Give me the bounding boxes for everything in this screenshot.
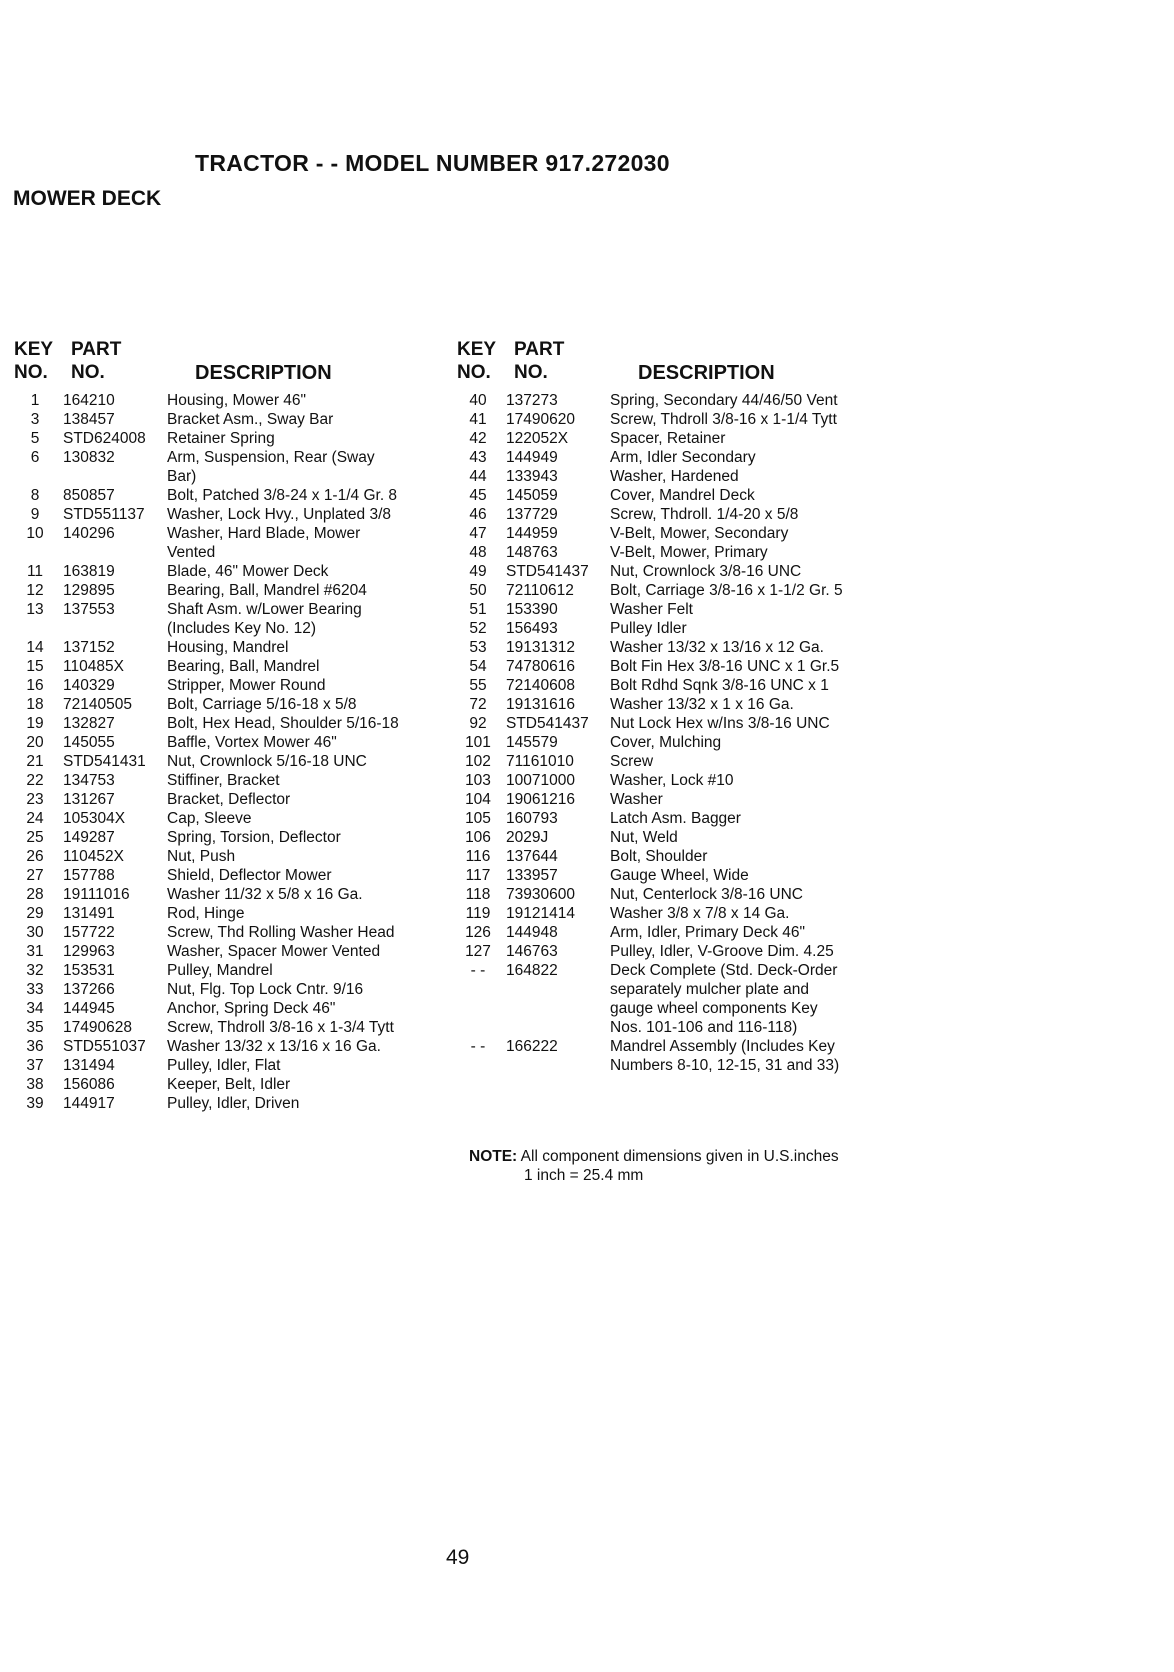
part-description: Anchor, Spring Deck 46" <box>167 1000 336 1017</box>
part-number: 156086 <box>63 1076 115 1093</box>
part-row <box>13 942 427 961</box>
part-description: Baffle, Vortex Mower 46" <box>167 734 337 751</box>
part-number: 145059 <box>506 487 558 504</box>
part-description: Washer, Hardened <box>610 468 739 485</box>
part-number: 144948 <box>506 924 558 941</box>
part-row <box>456 448 875 467</box>
header-description-label: DESCRIPTION <box>195 362 332 384</box>
part-number: 144945 <box>63 1000 115 1017</box>
part-description: Washer 13/32 x 13/16 x 16 Ga. <box>167 1038 381 1055</box>
part-number: 19131312 <box>506 639 575 656</box>
part-number: 110485X <box>63 658 124 675</box>
part-number: 137266 <box>63 981 115 998</box>
part-description: V-Belt, Mower, Primary <box>610 544 768 561</box>
key-number: 40 <box>469 392 487 409</box>
key-number: 5 <box>30 430 40 447</box>
key-number: 52 <box>469 620 487 637</box>
part-row <box>456 733 875 752</box>
part-row <box>13 600 427 638</box>
part-description: Screw, Thdroll 3/8-16 x 1-1/4 Tytt <box>610 411 837 428</box>
part-number: 137152 <box>63 639 115 656</box>
part-number: 145055 <box>63 734 115 751</box>
part-row <box>13 714 427 733</box>
key-number: 28 <box>26 886 44 903</box>
part-row <box>456 695 875 714</box>
part-number: 138457 <box>63 411 115 428</box>
part-row <box>13 676 427 695</box>
part-row <box>13 562 427 581</box>
part-description: Washer 13/32 x 1 x 16 Ga. <box>610 696 794 713</box>
part-description: Bracket, Deflector <box>167 791 291 808</box>
key-number: 50 <box>469 582 487 599</box>
header-no-label: NO. <box>71 362 105 383</box>
part-row <box>456 942 875 961</box>
part-number: 72140608 <box>506 677 575 694</box>
part-row <box>13 809 427 828</box>
part-description: Shaft Asm. w/Lower Bearing (Includes Key No. 12) <box>167 601 362 637</box>
key-number: 31 <box>26 943 44 960</box>
part-description: Rod, Hinge <box>167 905 245 922</box>
header-key-label: KEY <box>14 339 54 360</box>
part-description: Mandrel Assembly (Includes Key Numbers 8-10, 12-15, 31 and 33) <box>610 1038 840 1074</box>
part-number: 131494 <box>63 1057 115 1074</box>
key-number: 11 <box>26 563 44 580</box>
part-number: 110452X <box>63 848 124 865</box>
key-number: 45 <box>469 487 487 504</box>
part-description: Pulley, Idler, Flat <box>167 1057 281 1074</box>
part-description: Washer <box>610 791 663 808</box>
part-number: 164822 <box>506 962 558 979</box>
key-number: 72 <box>469 696 487 713</box>
part-row <box>456 619 875 638</box>
part-number: 10071000 <box>506 772 575 789</box>
part-row <box>456 1037 875 1075</box>
part-row <box>13 448 427 486</box>
key-number: 21 <box>26 753 44 770</box>
part-row <box>13 828 427 847</box>
part-row <box>13 1075 427 1094</box>
part-number: 129895 <box>63 582 115 599</box>
part-row <box>456 885 875 904</box>
part-description: Cap, Sleeve <box>167 810 252 827</box>
part-description: Pulley, Mandrel <box>167 962 273 979</box>
part-number: STD624008 <box>63 430 146 447</box>
part-number: 129963 <box>63 943 115 960</box>
part-row <box>456 866 875 885</box>
part-number: 74780616 <box>506 658 575 675</box>
part-row <box>456 429 875 448</box>
part-number: STD551137 <box>63 506 145 523</box>
key-number: 44 <box>469 468 487 485</box>
part-description: Spring, Torsion, Deflector <box>167 829 341 846</box>
part-number: 148763 <box>506 544 558 561</box>
key-number: 34 <box>26 1000 44 1017</box>
part-description: Nut, Push <box>167 848 236 865</box>
part-description: Housing, Mandrel <box>167 639 289 656</box>
part-description: Arm, Idler, Primary Deck 46" <box>610 924 805 941</box>
part-row <box>456 638 875 657</box>
part-row <box>456 752 875 771</box>
key-number: 14 <box>26 639 44 656</box>
part-row <box>456 809 875 828</box>
part-description: Washer 13/32 x 13/16 x 12 Ga. <box>610 639 824 656</box>
part-row <box>13 999 427 1018</box>
part-description: Latch Asm. Bagger <box>610 810 741 827</box>
key-number: 43 <box>469 449 487 466</box>
part-row <box>456 467 875 486</box>
part-description: Gauge Wheel, Wide <box>610 867 749 884</box>
part-description: Bolt, Hex Head, Shoulder 5/16-18 <box>167 715 399 732</box>
part-row <box>13 790 427 809</box>
section-title: MOWER DECK <box>13 187 162 210</box>
part-row <box>456 904 875 923</box>
parts-list-left <box>13 391 427 1113</box>
part-row <box>456 714 875 733</box>
part-description: Pulley Idler <box>610 620 687 637</box>
part-row <box>456 486 875 505</box>
part-description: Cover, Mandrel Deck <box>610 487 755 504</box>
part-description: Cover, Mulching <box>610 734 722 751</box>
part-row <box>13 695 427 714</box>
part-description: Bolt Rdhd Sqnk 3/8-16 UNC x 1 <box>610 677 829 694</box>
part-description: Bolt, Carriage 5/16-18 x 5/8 <box>167 696 357 713</box>
part-description: Washer, Lock #10 <box>610 772 734 789</box>
note-text: All component dimensions given in U.S.inches <box>520 1148 839 1165</box>
part-description: Screw, Thdroll. 1/4-20 x 5/8 <box>610 506 799 523</box>
part-description: Shield, Deflector Mower <box>167 867 332 884</box>
page-number: 49 <box>446 1546 470 1569</box>
part-row <box>13 657 427 676</box>
part-number: 166222 <box>506 1038 558 1055</box>
part-number: 72110612 <box>506 582 574 599</box>
key-number: 116 <box>465 848 491 865</box>
part-row <box>456 410 875 429</box>
part-row <box>13 429 427 448</box>
header-part-label: PART <box>514 339 565 360</box>
key-number: 118 <box>465 886 491 903</box>
header-no-label: NO. <box>514 362 548 383</box>
part-row <box>13 847 427 866</box>
part-number: 145579 <box>506 734 558 751</box>
part-description: Arm, Suspension, Rear (Sway Bar) <box>167 449 375 485</box>
part-number: STD541431 <box>63 753 146 770</box>
part-description: Arm, Idler Secondary <box>610 449 756 466</box>
part-row <box>13 1056 427 1075</box>
part-row <box>456 790 875 809</box>
part-number: 133957 <box>506 867 558 884</box>
key-number: 51 <box>469 601 487 618</box>
part-description: Washer Felt <box>610 601 693 618</box>
part-row <box>13 771 427 790</box>
key-number: 3 <box>30 411 40 428</box>
part-description: Spring, Secondary 44/46/50 Vent <box>610 392 838 409</box>
part-number: 149287 <box>63 829 115 846</box>
column-header-right <box>456 339 856 385</box>
part-number: 164210 <box>63 392 115 409</box>
part-description: Washer, Spacer Mower Vented <box>167 943 381 960</box>
key-number: 37 <box>26 1057 44 1074</box>
part-row <box>456 961 875 1037</box>
part-row <box>13 391 427 410</box>
part-number: 137553 <box>63 601 115 618</box>
key-number: 9 <box>30 506 40 523</box>
part-number: 19121414 <box>506 905 575 922</box>
part-row <box>13 885 427 904</box>
key-number: 22 <box>26 772 44 789</box>
part-description: Nut, Centerlock 3/8-16 UNC <box>610 886 803 903</box>
part-number: 131267 <box>63 791 115 808</box>
part-description: Nut, Weld <box>610 829 678 846</box>
part-description: Bolt, Carriage 3/8-16 x 1-1/2 Gr. 5 <box>610 582 843 599</box>
note-conversion: 1 inch = 25.4 mm <box>524 1167 644 1184</box>
key-number: 119 <box>465 905 491 922</box>
dimension-note <box>469 1147 839 1185</box>
part-row <box>13 904 427 923</box>
key-number: 104 <box>465 791 491 808</box>
part-number: 137729 <box>506 506 558 523</box>
part-number: STD551037 <box>63 1038 146 1055</box>
part-number: 72140505 <box>63 696 132 713</box>
part-number: 157722 <box>63 924 115 941</box>
part-description: Bearing, Ball, Mandrel #6204 <box>167 582 367 599</box>
part-row <box>13 733 427 752</box>
key-number: 18 <box>26 696 44 713</box>
part-description: Stiffiner, Bracket <box>167 772 280 789</box>
part-number: 144949 <box>506 449 558 466</box>
part-number: STD541437 <box>506 715 589 732</box>
part-number: 144917 <box>63 1095 115 1112</box>
key-number: 35 <box>26 1019 44 1036</box>
part-row <box>456 847 875 866</box>
part-number: 144959 <box>506 525 558 542</box>
part-row <box>456 562 875 581</box>
part-number: 163819 <box>63 563 115 580</box>
key-number: 54 <box>469 658 487 675</box>
key-number: 39 <box>26 1095 44 1112</box>
key-number: 15 <box>26 658 44 675</box>
part-row <box>456 524 875 543</box>
part-row <box>456 657 875 676</box>
part-number: 19061216 <box>506 791 575 808</box>
part-number: 160793 <box>506 810 558 827</box>
part-row <box>456 676 875 695</box>
part-row <box>456 391 875 410</box>
key-number: 103 <box>465 772 491 789</box>
parts-list-right <box>456 391 875 1075</box>
part-row <box>13 486 427 505</box>
part-description: Washer, Lock Hvy., Unplated 3/8 <box>167 506 391 523</box>
part-description: Bearing, Ball, Mandrel <box>167 658 320 675</box>
part-description: Housing, Mower 46" <box>167 392 307 409</box>
key-number: 24 <box>26 810 44 827</box>
part-description: Nut, Flg. Top Lock Cntr. 9/16 <box>167 981 364 998</box>
part-description: Pulley, Idler, Driven <box>167 1095 300 1112</box>
part-number: 19131616 <box>506 696 575 713</box>
part-number: 122052X <box>506 430 569 447</box>
part-number: 132827 <box>63 715 115 732</box>
page-title: TRACTOR - - MODEL NUMBER 917.272030 <box>195 150 670 176</box>
part-number: 850857 <box>63 487 115 504</box>
key-number: 49 <box>469 563 487 580</box>
key-number: 47 <box>469 525 487 542</box>
part-description: Deck Complete (Std. Deck-Order separately mulcher plate and gauge wheel components Key Nos. 101-106 and 116-118) <box>610 962 838 1036</box>
key-number: 53 <box>469 639 487 656</box>
part-row <box>456 505 875 524</box>
key-number: - - <box>470 1038 486 1055</box>
part-description: Screw, Thd Rolling Washer Head <box>167 924 395 941</box>
part-description: Washer 3/8 x 7/8 x 14 Ga. <box>610 905 790 922</box>
part-description: Blade, 46" Mower Deck <box>167 563 329 580</box>
note-label: NOTE: <box>469 1148 518 1165</box>
part-description: Screw <box>610 753 654 770</box>
part-number: 156493 <box>506 620 558 637</box>
part-number: 105304X <box>63 810 126 827</box>
part-row <box>13 1037 427 1056</box>
key-number: 101 <box>465 734 491 751</box>
header-part-label: PART <box>71 339 122 360</box>
part-row <box>456 923 875 942</box>
key-number: 25 <box>26 829 44 846</box>
part-number: 137273 <box>506 392 558 409</box>
key-number: 19 <box>26 715 44 732</box>
key-number: 41 <box>469 411 487 428</box>
key-number: 32 <box>26 962 44 979</box>
part-number: 157788 <box>63 867 115 884</box>
part-description: Retainer Spring <box>167 430 275 447</box>
part-row <box>13 980 427 999</box>
part-number: 17490620 <box>506 411 575 428</box>
key-number: 12 <box>26 582 44 599</box>
part-number: 73930600 <box>506 886 575 903</box>
part-number: 140329 <box>63 677 115 694</box>
part-number: 71161010 <box>506 753 574 770</box>
header-no-label: NO. <box>457 362 491 383</box>
key-number: 127 <box>465 943 491 960</box>
key-number: 29 <box>26 905 44 922</box>
part-description: Nut, Crownlock 3/8-16 UNC <box>610 563 802 580</box>
part-description: Pulley, Idler, V-Groove Dim. 4.25 <box>610 943 834 960</box>
part-number: STD541437 <box>506 563 589 580</box>
part-number: 153531 <box>63 962 115 979</box>
part-row <box>456 771 875 790</box>
part-row <box>456 828 875 847</box>
part-description: Spacer, Retainer <box>610 430 726 447</box>
key-number: 102 <box>465 753 491 770</box>
key-number: 1 <box>30 392 40 409</box>
header-key-label: KEY <box>457 339 497 360</box>
key-number: 46 <box>469 506 487 523</box>
key-number: 105 <box>465 810 491 827</box>
part-description: Bolt, Patched 3/8-24 x 1-1/4 Gr. 8 <box>167 487 398 504</box>
part-description: Nut Lock Hex w/Ins 3/8-16 UNC <box>610 715 830 732</box>
part-description: Bolt, Shoulder <box>610 848 708 865</box>
key-number: 38 <box>26 1076 44 1093</box>
header-no-label: NO. <box>14 362 48 383</box>
part-description: Washer, Hard Blade, Mower Vented <box>167 525 361 561</box>
part-number: 19111016 <box>63 886 130 903</box>
key-number: 36 <box>26 1038 44 1055</box>
part-description: Bracket Asm., Sway Bar <box>167 411 334 428</box>
part-row <box>13 866 427 885</box>
part-number: 134753 <box>63 772 115 789</box>
key-number: 27 <box>26 867 44 884</box>
part-row <box>456 600 875 619</box>
key-number: - - <box>470 962 486 979</box>
key-number: 8 <box>30 487 40 504</box>
part-number: 2029J <box>506 829 549 846</box>
key-number: 30 <box>26 924 44 941</box>
part-row <box>13 638 427 657</box>
part-description: Nut, Crownlock 5/16-18 UNC <box>167 753 367 770</box>
key-number: 48 <box>469 544 487 561</box>
key-number: 16 <box>26 677 44 694</box>
part-row <box>13 410 427 429</box>
part-row <box>13 505 427 524</box>
key-number: 23 <box>26 791 44 808</box>
part-row <box>13 581 427 600</box>
part-row <box>456 581 875 600</box>
key-number: 42 <box>469 430 487 447</box>
part-row <box>13 923 427 942</box>
key-number: 117 <box>465 867 491 884</box>
header-description-label: DESCRIPTION <box>638 362 775 384</box>
key-number: 20 <box>26 734 44 751</box>
part-row <box>456 543 875 562</box>
part-number: 133943 <box>506 468 558 485</box>
key-number: 6 <box>30 449 40 466</box>
part-number: 146763 <box>506 943 558 960</box>
key-number: 126 <box>465 924 491 941</box>
part-row <box>13 1094 427 1113</box>
part-description: Screw, Thdroll 3/8-16 x 1-3/4 Tytt <box>167 1019 394 1036</box>
part-description: V-Belt, Mower, Secondary <box>610 525 789 542</box>
key-number: 10 <box>26 525 44 542</box>
part-description: Keeper, Belt, Idler <box>167 1076 291 1093</box>
part-number: 137644 <box>506 848 558 865</box>
part-description: Washer 11/32 x 5/8 x 16 Ga. <box>167 886 363 903</box>
part-row <box>13 961 427 980</box>
part-row <box>13 1018 427 1037</box>
part-number: 140296 <box>63 525 115 542</box>
key-number: 106 <box>465 829 491 846</box>
key-number: 33 <box>26 981 44 998</box>
key-number: 26 <box>26 848 44 865</box>
part-row <box>13 524 427 562</box>
part-row <box>13 752 427 771</box>
column-header-left <box>13 339 413 385</box>
part-number: 131491 <box>63 905 115 922</box>
part-description: Bolt Fin Hex 3/8-16 UNC x 1 Gr.5 <box>610 658 840 675</box>
key-number: 92 <box>469 715 487 732</box>
key-number: 55 <box>469 677 487 694</box>
part-description: Stripper, Mower Round <box>167 677 326 694</box>
part-number: 17490628 <box>63 1019 132 1036</box>
part-number: 130832 <box>63 449 115 466</box>
key-number: 13 <box>26 601 44 618</box>
part-number: 153390 <box>506 601 558 618</box>
